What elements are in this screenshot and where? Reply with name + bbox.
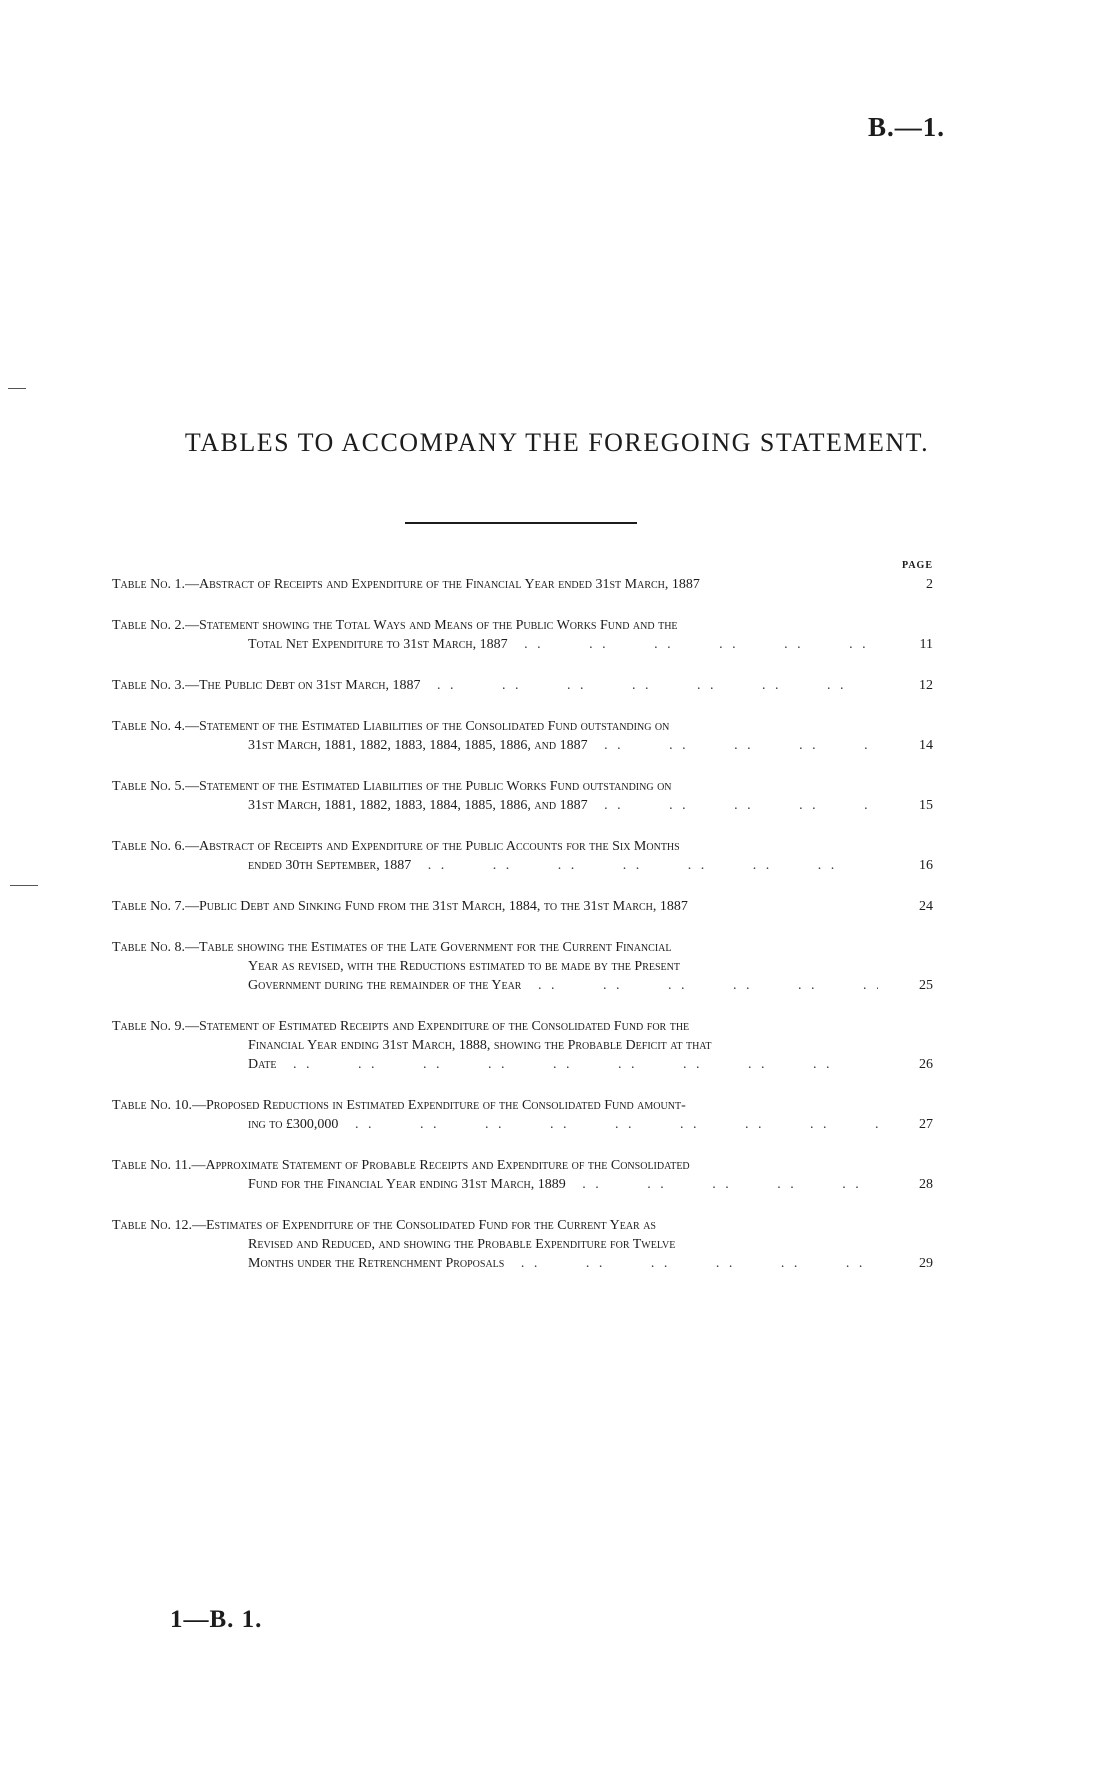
- table-description: —Abstract of Receipts and Expenditure of the Public Accounts for the Six Months: [185, 839, 680, 854]
- table-description: —Table showing the Estimates of the Late Government for the Current Financial: [185, 940, 672, 955]
- document-reference: B.—1.: [868, 112, 946, 142]
- toc-entry-line: [112, 856, 878, 875]
- toc-entry: [112, 1096, 933, 1134]
- page-column-heading: PAGE: [901, 560, 933, 571]
- leader-dots: [514, 1254, 878, 1273]
- toc-entry-line: [112, 575, 878, 594]
- margin-mark: [8, 388, 26, 389]
- leader-dots: [431, 676, 878, 695]
- page-number: 12: [919, 678, 933, 693]
- table-description: Months under the Retrenchment Proposals: [248, 1256, 505, 1271]
- leader-dots: [531, 976, 878, 995]
- table-number: Table No. 1.: [112, 577, 185, 592]
- page-number: 26: [919, 1057, 933, 1072]
- table-description: Total Net Expenditure to 31st March, 1887: [248, 637, 508, 652]
- toc-entry-line: [112, 1175, 878, 1194]
- table-number: Table No. 12.: [112, 1218, 192, 1233]
- table-description: 31st March, 1881, 1882, 1883, 1884, 1885, 1886, and 1887: [248, 798, 588, 813]
- toc-entry: [112, 1156, 933, 1194]
- table-number: Table No. 5.: [112, 779, 185, 794]
- table-description: Year as revised, with the Reductions estimated to be made by the Present: [248, 959, 680, 974]
- toc-entry-line: [112, 1156, 878, 1175]
- table-description: Financial Year ending 31st March, 1888, showing the Probable Deficit at that: [248, 1038, 712, 1053]
- table-description: —The Public Debt on 31st March, 1887: [185, 678, 421, 693]
- leader-dots: [518, 635, 878, 654]
- table-number: Table No. 11.: [112, 1158, 192, 1173]
- leader-dots: [598, 796, 878, 815]
- table-description: —Estimates of Expenditure of the Consolidated Fund for the Current Year as: [192, 1218, 656, 1233]
- leader-dots: [286, 1055, 878, 1074]
- table-description: —Statement of the Estimated Liabilities of the Consolidated Fund outstanding on: [185, 719, 670, 734]
- toc-entry-line: [112, 616, 878, 635]
- toc-entry-line: [112, 1036, 878, 1055]
- page-number: 15: [919, 798, 933, 813]
- toc-entry-line: [112, 897, 878, 916]
- table-description: —Statement of Estimated Receipts and Expenditure of the Consolidated Fund for the: [185, 1019, 690, 1034]
- table-description: Date: [248, 1057, 277, 1072]
- toc-entry-line: [112, 1235, 878, 1254]
- page-number: 11: [919, 637, 933, 652]
- table-description: —Statement showing the Total Ways and Means of the Public Works Fund and the: [185, 618, 678, 633]
- page-number: 16: [919, 858, 933, 873]
- table-description: Fund for the Financial Year ending 31st March, 1889: [248, 1177, 566, 1192]
- table-number: Table No. 9.: [112, 1019, 185, 1034]
- toc-entry-line: [112, 976, 878, 995]
- table-number: Table No. 2.: [112, 618, 185, 633]
- toc-entry-line: [112, 796, 878, 815]
- table-description: Revised and Reduced, and showing the Probable Expenditure for Twelve: [248, 1237, 676, 1252]
- table-number: Table No. 3.: [112, 678, 185, 693]
- page-number: 2: [926, 577, 933, 592]
- table-description: 31st March, 1881, 1882, 1883, 1884, 1885, 1886, and 1887: [248, 738, 588, 753]
- title-divider: [405, 522, 637, 524]
- leader-dots: [576, 1175, 878, 1194]
- toc-entry-line: [112, 1055, 878, 1074]
- toc-entry-line: [112, 676, 878, 695]
- toc-entry: [112, 777, 933, 815]
- table-number: Table No. 7.: [112, 899, 185, 914]
- table-description: Government during the remainder of the Year: [248, 978, 522, 993]
- table-number: Table No. 6.: [112, 839, 185, 854]
- toc-entry-line: [112, 717, 878, 736]
- toc-entry: [112, 897, 933, 916]
- leader-dots: [421, 856, 878, 875]
- table-description: —Abstract of Receipts and Expenditure of the Financial Year ended 31st March, 1887: [185, 577, 700, 592]
- page-number: 27: [919, 1117, 933, 1132]
- table-description: —Approximate Statement of Probable Receipts and Expenditure of the Consolidated: [191, 1158, 690, 1173]
- table-number: Table No. 4.: [112, 719, 185, 734]
- toc-entry: [112, 575, 933, 594]
- toc-entry: [112, 1216, 933, 1273]
- toc-entry-line: [112, 736, 878, 755]
- toc-entry: [112, 676, 933, 695]
- leader-dots: [598, 736, 878, 755]
- sheet-reference: 1—B. 1.: [170, 1606, 263, 1633]
- table-description: —Public Debt and Sinking Fund from the 31st March, 1884, to the 31st March, 1887: [185, 899, 688, 914]
- toc-entry-line: [112, 777, 878, 796]
- toc-entry: [112, 837, 933, 875]
- toc-entry-line: [112, 635, 878, 654]
- table-description: —Statement of the Estimated Liabilities of the Public Works Fund outstanding on: [185, 779, 672, 794]
- page-number: 28: [919, 1177, 933, 1192]
- page-number: 24: [919, 899, 933, 914]
- toc-entry-line: [112, 1254, 878, 1273]
- table-number: Table No. 10.: [112, 1098, 192, 1113]
- table-of-contents: [112, 575, 933, 1295]
- leader-dots: [348, 1115, 878, 1134]
- toc-entry-line: [112, 938, 878, 957]
- toc-entry: [112, 616, 933, 654]
- page-title: TABLES TO ACCOMPANY THE FOREGOING STATEMENT.: [184, 428, 930, 457]
- toc-entry: [112, 717, 933, 755]
- toc-entry-line: [112, 1096, 878, 1115]
- page-number: 14: [919, 738, 933, 753]
- margin-mark: [10, 885, 38, 886]
- toc-entry: [112, 1017, 933, 1074]
- toc-entry-line: [112, 957, 878, 976]
- page-number: 29: [919, 1256, 933, 1271]
- toc-entry-line: [112, 837, 878, 856]
- page-number: 25: [919, 978, 933, 993]
- toc-entry-line: [112, 1017, 878, 1036]
- table-description: ended 30th September, 1887: [248, 858, 412, 873]
- toc-entry-line: [112, 1115, 878, 1134]
- table-number: Table No. 8.: [112, 940, 185, 955]
- table-description: ing to £300,000: [248, 1117, 339, 1132]
- table-description: —Proposed Reductions in Estimated Expenditure of the Consolidated Fund amount-: [192, 1098, 686, 1113]
- toc-entry: [112, 938, 933, 995]
- toc-entry-line: [112, 1216, 878, 1235]
